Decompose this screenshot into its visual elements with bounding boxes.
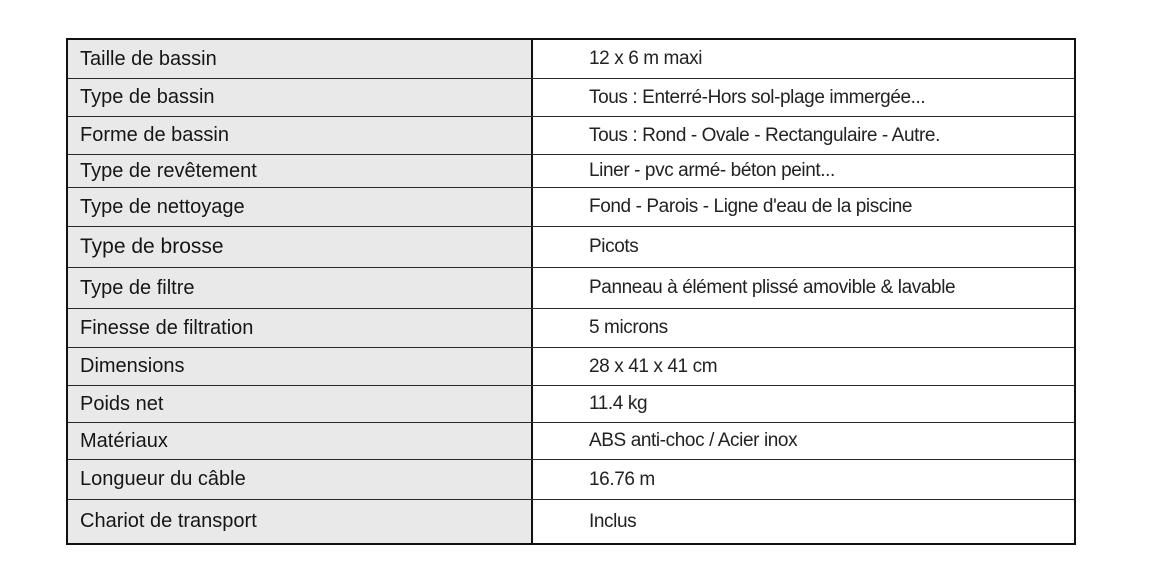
spec-label: Type de brosse (68, 227, 533, 267)
spec-label: Longueur du câble (68, 460, 533, 499)
table-row (68, 385, 1074, 422)
spec-value: Inclus (533, 500, 1074, 543)
spec-value: 16.76 m (533, 460, 1074, 499)
table-row (68, 187, 1074, 226)
spec-value: Tous : Enterré-Hors sol-plage immergée... (533, 79, 1074, 116)
spec-table (66, 38, 1076, 545)
table-row (68, 40, 1074, 78)
spec-value: ABS anti-choc / Acier inox (533, 423, 1074, 459)
spec-value: Panneau à élément plissé amovible & lavable (533, 268, 1074, 308)
spec-label: Chariot de transport (68, 500, 533, 543)
table-row (68, 347, 1074, 385)
spec-label: Type de bassin (68, 79, 533, 116)
table-row (68, 422, 1074, 459)
spec-value: Picots (533, 227, 1074, 267)
table-row (68, 154, 1074, 187)
table-row (68, 78, 1074, 116)
table-row (68, 116, 1074, 154)
spec-label: Poids net (68, 386, 533, 422)
table-row (68, 459, 1074, 499)
spec-label: Taille de bassin (68, 40, 533, 78)
spec-value: 11.4 kg (533, 386, 1074, 422)
spec-label: Type de revêtement (68, 155, 533, 187)
spec-value: Tous : Rond - Ovale - Rectangulaire - Autre. (533, 117, 1074, 154)
spec-label: Dimensions (68, 348, 533, 385)
spec-label: Matériaux (68, 423, 533, 459)
spec-label: Type de nettoyage (68, 188, 533, 226)
table-row (68, 308, 1074, 347)
table-row (68, 499, 1074, 543)
spec-value: 28 x 41 x 41 cm (533, 348, 1074, 385)
table-row (68, 226, 1074, 267)
spec-value: Liner - pvc armé- béton peint... (533, 155, 1074, 187)
spec-label: Forme de bassin (68, 117, 533, 154)
spec-value: 5 microns (533, 309, 1074, 347)
spec-value: 12 x 6 m maxi (533, 40, 1074, 78)
spec-label: Type de filtre (68, 268, 533, 308)
spec-label: Finesse de filtration (68, 309, 533, 347)
table-row (68, 267, 1074, 308)
spec-value: Fond - Parois - Ligne d'eau de la piscine (533, 188, 1074, 226)
